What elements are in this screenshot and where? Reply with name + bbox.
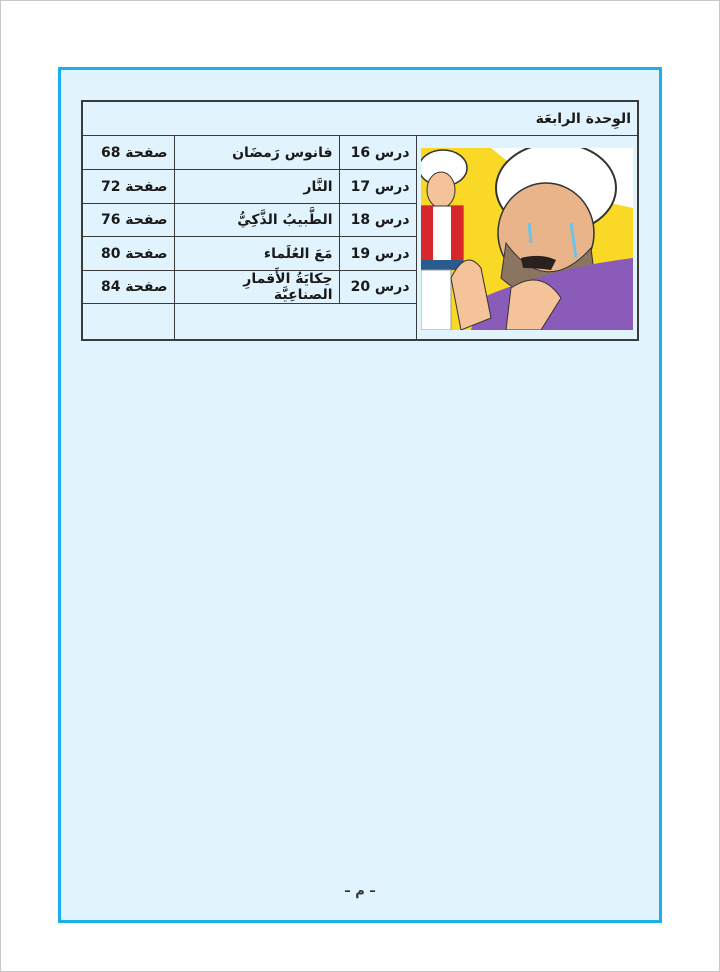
- illustration-image: [421, 148, 633, 330]
- illustration-cell: [416, 136, 638, 340]
- page-number: – م –: [344, 884, 376, 899]
- lesson-title: الطَّبيبُ الذَّكِيُّ: [174, 204, 339, 237]
- crying-man-illustration-icon: [421, 148, 633, 330]
- table-of-contents: [81, 100, 639, 341]
- lesson-title: مَعَ العُلَماء: [174, 237, 339, 271]
- lesson-number: درس 16: [339, 136, 416, 170]
- table-row: [82, 136, 638, 170]
- page-reference: صفحة 84: [82, 271, 174, 304]
- lesson-number: درس 18: [339, 204, 416, 237]
- page-reference: صفحة 68: [82, 136, 174, 170]
- lesson-number: درس 20: [339, 271, 416, 304]
- page-reference: صفحة 72: [82, 170, 174, 204]
- empty-cell: [174, 304, 416, 340]
- unit-header-row: [82, 101, 638, 136]
- page-reference: صفحة 76: [82, 204, 174, 237]
- lesson-number: درس 19: [339, 237, 416, 271]
- unit-title: الوِحدة الرابعَة: [82, 101, 638, 136]
- lesson-number: درس 17: [339, 170, 416, 204]
- empty-cell: [82, 304, 174, 340]
- lesson-title: النَّار: [174, 170, 339, 204]
- page-reference: صفحة 80: [82, 237, 174, 271]
- lesson-title: فانوس رَمضَان: [174, 136, 339, 170]
- lesson-title: حِكايَةُ الأَقمارِ الصناعِيَّة: [174, 271, 339, 304]
